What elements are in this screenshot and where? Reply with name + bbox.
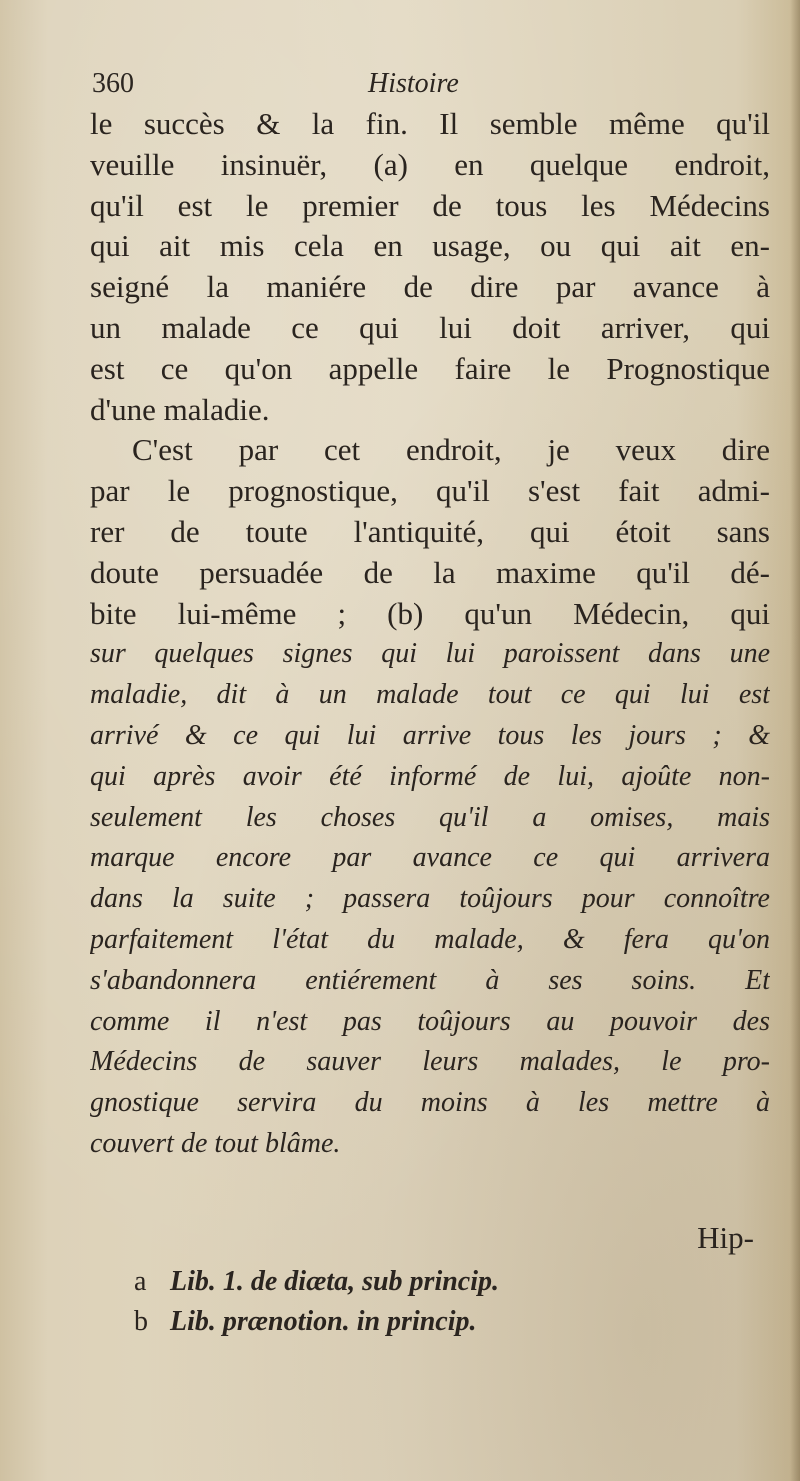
footnote-marker: a [134, 1266, 147, 1297]
text-line: s'abandonnera entiérement à ses soins. Et [90, 964, 770, 996]
text-line: arrivé & ce qui lui arrive tous les jours ; & [90, 719, 770, 751]
text-line: gnostique servira du moins à les mettre à [90, 1087, 770, 1119]
text-line: rer de toute l'antiquité, qui étoit sans [90, 513, 770, 549]
text-line: veuille insinuër, (a) en quelque endroit, [90, 146, 770, 182]
text-line: sur quelques signes qui lui paroissent dans une [90, 638, 770, 670]
text-line: parfaitement l'état du malade, & fera qu'on [90, 923, 770, 955]
text-line: qui ait mis cela en usage, ou qui ait en- [90, 228, 770, 264]
text-line: Médecins de sauver leurs malades, le pro- [90, 1046, 770, 1078]
text-line: marque encore par avance ce qui arrivera [90, 842, 770, 874]
catchword: Hip- [697, 1220, 754, 1255]
text-line: seigné la maniére de dire par avance à [90, 269, 770, 305]
text-line: comme il n'est pas toûjours au pouvoir des [90, 1005, 770, 1037]
text-line: le succès & la fin. Il semble même qu'il [90, 106, 770, 141]
page-number: 360 [92, 68, 134, 99]
body-text [90, 104, 770, 1165]
text-line: maladie, dit à un malade tout ce qui lui est [90, 679, 770, 711]
text-line: doute persuadée de la maxime qu'il dé- [90, 554, 770, 590]
text-line: d'une maladie. [90, 391, 270, 427]
text-line: couvert de tout blâme. [90, 1127, 341, 1159]
page-edge-shadow [790, 0, 800, 1481]
text-line: bite lui-même ; (b) qu'un Médecin, qui [90, 595, 770, 631]
footnote [134, 1262, 499, 1302]
text-line: est ce qu'on appelle faire le Prognostique [90, 350, 770, 386]
text-line: C'est par cet endroit, je veux dire [132, 432, 770, 468]
text-line: un malade ce qui lui doit arriver, qui [90, 309, 770, 345]
footnote [134, 1302, 499, 1342]
footnote-marker: b [134, 1306, 148, 1337]
page-header [92, 68, 512, 108]
footnote-text: Lib. 1. de diæta, sub princip. [170, 1266, 500, 1297]
text-line: par le prognostique, qu'il s'est fait admi- [90, 473, 770, 509]
running-title: Histoire [368, 68, 459, 99]
footnotes [134, 1262, 499, 1342]
text-line: seulement les choses qu'il a omises, mais [90, 801, 770, 833]
text-line: qu'il est le premier de tous les Médecins [90, 187, 770, 223]
footnote-text: Lib. prænotion. in princip. [170, 1306, 477, 1337]
text-line: qui après avoir été informé de lui, ajoûte non- [90, 760, 770, 792]
text-line: dans la suite ; passera toûjours pour connoître [90, 883, 770, 915]
